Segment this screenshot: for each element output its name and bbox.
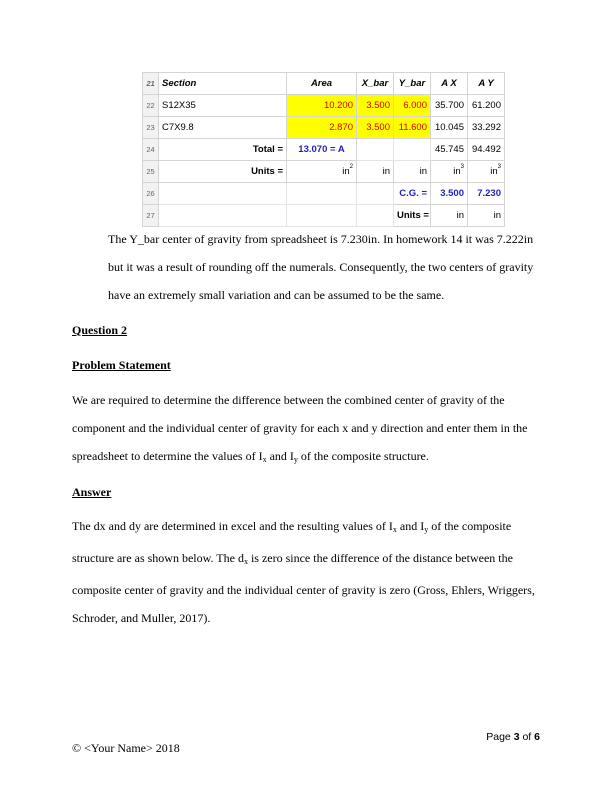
spreadsheet-table (142, 72, 505, 227)
cell-ay: 33.292 (468, 117, 505, 139)
answer-heading: Answer (72, 485, 112, 499)
units-ax: $in^3$ (431, 161, 468, 183)
cg-label: C.G. = (394, 183, 431, 205)
cell-y-bar: 11.600 (394, 117, 431, 139)
problem-statement-heading: Problem Statement (72, 358, 171, 372)
empty-cell (287, 205, 357, 227)
cell-area: 10.200 (287, 95, 357, 117)
question-2-heading: Question 2 (72, 323, 128, 337)
table-row (143, 95, 505, 117)
cell-ay: 61.200 (468, 95, 505, 117)
row-number: 24 (143, 139, 159, 161)
cell-section: S12X35 (159, 95, 287, 117)
units2-y: in (468, 205, 505, 227)
row-number: 26 (143, 183, 159, 205)
units2-row (143, 205, 505, 227)
paragraph-answer: The dx and dy are determined in excel and the resulting values of $I_x$ and $I_y$ of the composite structure are as shown below. The $d_x$ is zero since the difference of the distance between the composite center of gravity and the individual center of gravity is zero (Gross, Ehlers, Wriggers, Schroder, and Muller, 2017). (72, 519, 535, 625)
header-x-bar: X_bar (357, 73, 394, 95)
cell-area: 2.870 (287, 117, 357, 139)
empty-cell (357, 139, 394, 161)
cell-x-bar: 3.500 (357, 117, 394, 139)
row-number: 22 (143, 95, 159, 117)
total-label: Total = (159, 139, 287, 161)
row-number: 21 (143, 73, 159, 95)
header-section: Section (159, 73, 287, 95)
empty-cell (287, 183, 357, 205)
units-ay: $in^3$ (468, 161, 505, 183)
total-ay: 94.492 (468, 139, 505, 161)
units-row (143, 161, 505, 183)
header-y-bar: Y_bar (394, 73, 431, 95)
cg-y: 7.230 (468, 183, 505, 205)
total-ax: 45.745 (431, 139, 468, 161)
units2-label: Units = (394, 205, 431, 227)
table-row (143, 117, 505, 139)
total-row (143, 139, 505, 161)
empty-cell (394, 139, 431, 161)
cell-ax: 35.700 (431, 95, 468, 117)
empty-cell (357, 205, 394, 227)
table-header-row (143, 73, 505, 95)
units-y-bar: in (394, 161, 431, 183)
copyright-footer: © <Your Name> 2018 (72, 741, 180, 755)
cg-x: 3.500 (431, 183, 468, 205)
paragraph-problem-statement: We are required to determine the difference between the combined center of gravity of the component and the individual center of gravity for each x and y direction and enter them in the spreadsheet to determine the values of $I_x$ and $I_y$ of the composite structure. (72, 393, 528, 464)
empty-cell (159, 183, 287, 205)
units-x-bar: in (357, 161, 394, 183)
empty-cell (159, 205, 287, 227)
empty-cell (357, 183, 394, 205)
header-area: Area (287, 73, 357, 95)
cell-y-bar: 6.000 (394, 95, 431, 117)
units2-x: in (431, 205, 468, 227)
row-number: 27 (143, 205, 159, 227)
units-area: $in^2$ (287, 161, 357, 183)
header-ax: A X (431, 73, 468, 95)
paragraph-ybar-comparison: The Y_bar center of gravity from spreadsheet is 7.230in. In homework 14 it was 7.222in but it was a result of rounding off the numerals. Consequently, the two centers of gravity have an extremely small variation and can be assumed to be the same. (108, 232, 534, 302)
page-number: Page 3 of 6 (486, 731, 540, 743)
cell-x-bar: 3.500 (357, 95, 394, 117)
row-number: 23 (143, 117, 159, 139)
cell-ax: 10.045 (431, 117, 468, 139)
cell-section: C7X9.8 (159, 117, 287, 139)
row-number: 25 (143, 161, 159, 183)
units-label: Units = (159, 161, 287, 183)
total-area: 13.070 = A (287, 139, 357, 161)
header-ay: A Y (468, 73, 505, 95)
cg-row (143, 183, 505, 205)
